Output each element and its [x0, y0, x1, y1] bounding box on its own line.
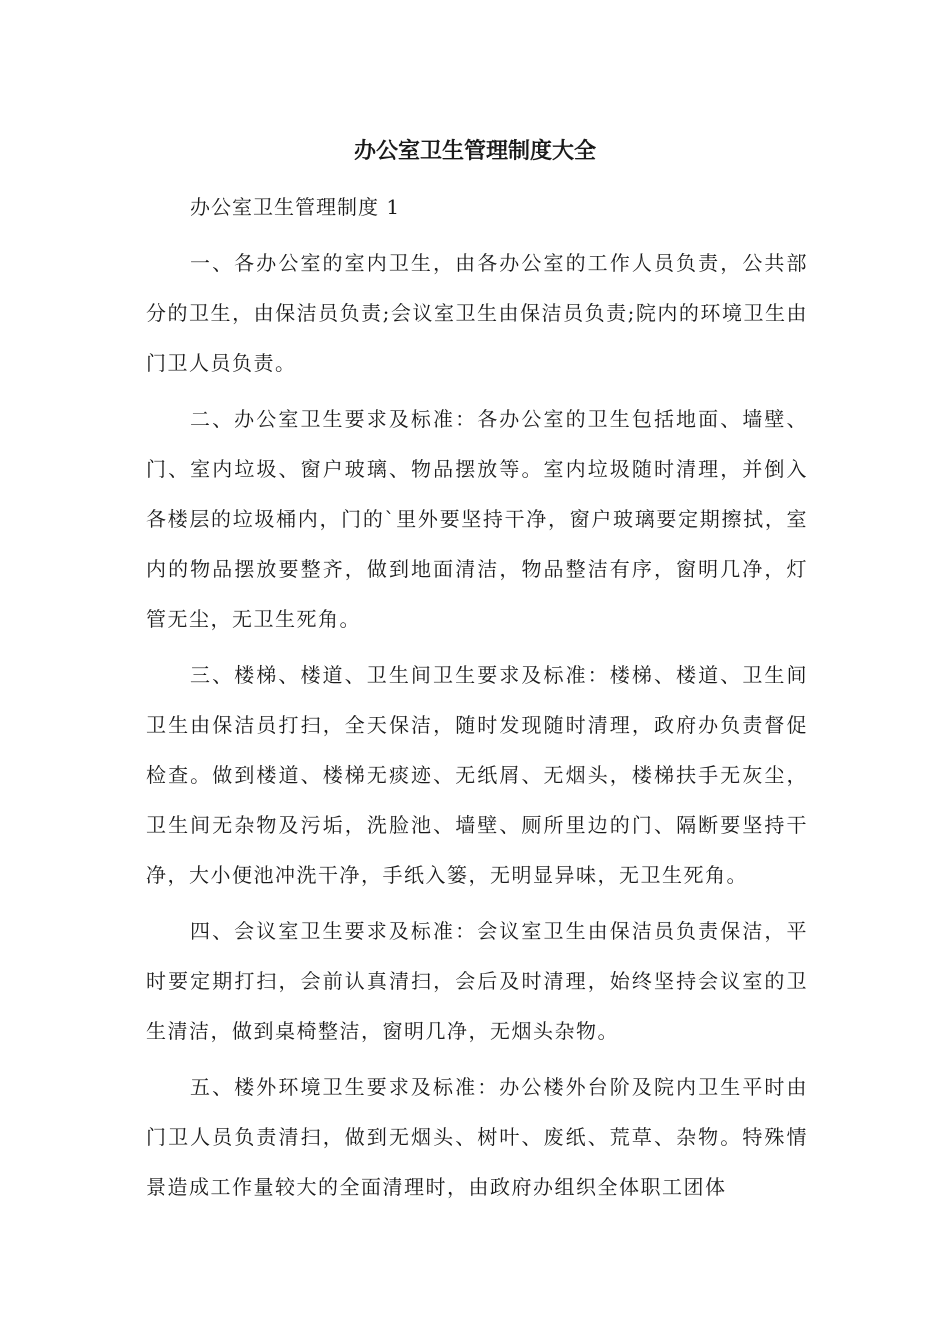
- paragraph-4: 四、会议室卫生要求及标准：会议室卫生由保洁员负责保洁，平时要定期打扫，会前认真清扫，会后及时清理，始终坚持会议室的卫生清洁，做到桌椅整洁，窗明几净，无烟头杂物。: [146, 919, 808, 1043]
- paragraph-1: 一、各办公室的室内卫生，由各办公室的工作人员负责，公共部分的卫生，由保洁员负责;会议室卫生由保洁员负责;院内的环境卫生由门卫人员负责。: [146, 251, 808, 375]
- paragraph-3: 三、楼梯、楼道、卫生间卫生要求及标准：楼梯、楼道、卫生间卫生由保洁员打扫，全天保洁，随时发现随时清理，政府办负责督促检查。做到楼道、楼梯无痰迹、无纸屑、无烟头，楼梯扶手无灰尘，卫生间无杂物及污垢，洗脸池、墙壁、厕所里边的门、隔断要坚持干净，大小便池冲洗干净，手纸入篓，无明显异味，无卫生死角。: [146, 663, 808, 887]
- paragraph-2: 二、办公室卫生要求及标准：各办公室的卫生包括地面、墙壁、门、室内垃圾、窗户玻璃、物品摆放等。室内垃圾随时清理，并倒入各楼层的垃圾桶内，门的`里外要坚持干净，窗户玻璃要定期擦拭，室内的物品摆放要整齐，做到地面清洁，物品整洁有序，窗明几净，灯管无尘，无卫生死角。: [146, 407, 808, 631]
- document-title: 办公室卫生管理制度大全: [353, 139, 596, 164]
- section-heading: 办公室卫生管理制度 1: [190, 195, 401, 219]
- document-body: [146, 182, 808, 1218]
- paragraph-5: 五、楼外环境卫生要求及标准：办公楼外台阶及院内卫生平时由门卫人员负责清扫，做到无烟头、树叶、废纸、荒草、杂物。特殊情景造成工作量较大的全面清理时，由政府办组织全体职工团体: [146, 1075, 808, 1199]
